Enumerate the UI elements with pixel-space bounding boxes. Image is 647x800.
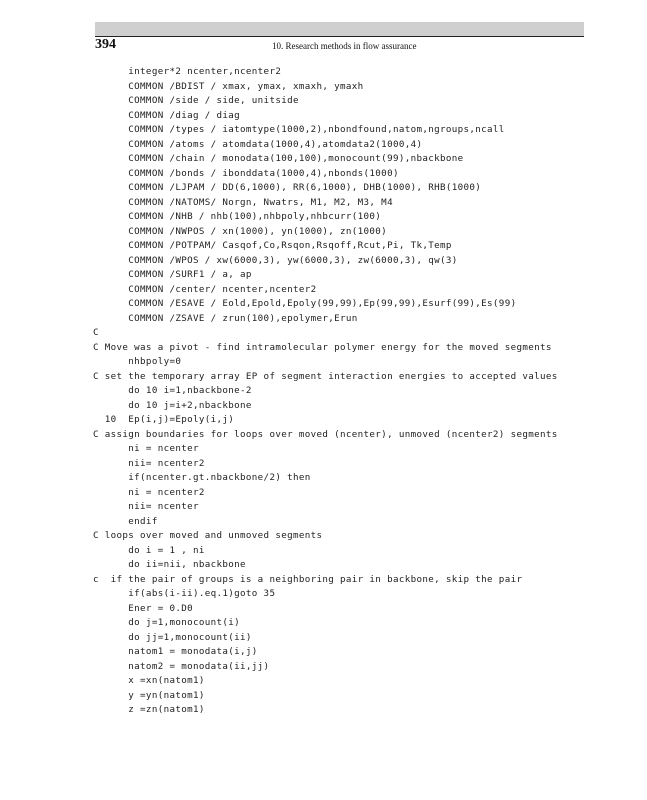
code-line: COMMON /atoms / atomdata(1000,4),atomdata2(1000,4) — [93, 138, 423, 150]
code-line: y =yn(natom1) — [93, 689, 205, 701]
code-line: ni = ncenter — [93, 443, 199, 454]
code-line: COMMON /NWPOS / xn(1000), yn(1000), zn(1000) — [93, 225, 388, 237]
code-listing — [93, 65, 558, 718]
code-line: c if the pair of groups is a neighboring pair in backbone, skip the pair — [93, 573, 523, 585]
code-line: x =xn(natom1) — [93, 675, 205, 686]
code-line: COMMON /ESAVE / Eold,Epold,Epoly(99,99),Ep(99,99),Esurf(99),Es(99) — [93, 298, 517, 309]
code-line: nhbpoly=0 — [93, 356, 182, 367]
code-line: do ii=nii, nbackbone — [93, 559, 246, 570]
code-line: if(ncenter.gt.nbackbone/2) then — [93, 472, 311, 483]
code-line: COMMON /side / side, unitside — [93, 95, 299, 106]
code-line: COMMON /BDIST / xmax, ymax, xmaxh, ymaxh — [93, 80, 364, 92]
code-line: COMMON /SURF1 / a, ap — [93, 269, 252, 280]
code-line: do jj=1,monocount(ii) — [93, 631, 252, 643]
code-line: COMMON /diag / diag — [93, 109, 241, 121]
code-line: C loops over moved and unmoved segments — [93, 530, 323, 541]
code-line: do 10 j=i+2,nbackbone — [93, 399, 252, 411]
code-line: COMMON /NHB / nhb(100),nhbpoly,nhbcurr(100) — [93, 211, 382, 222]
code-line: nii= ncenter2 — [93, 457, 205, 469]
code-line: do j=1,monocount(i) — [93, 617, 241, 628]
running-head: 10. Research methods in flow assurance — [272, 41, 417, 51]
code-line: COMMON /POTPAM/ Casqof,Co,Rsqon,Rsqoff,Rcut,Pi, Tk,Temp — [93, 240, 452, 251]
code-line: endif — [93, 515, 158, 527]
code-line: Ener = 0.D0 — [93, 602, 193, 614]
code-line: nii= ncenter — [93, 501, 199, 512]
code-line: if(abs(i-ii).eq.1)goto 35 — [93, 588, 276, 599]
header-band — [95, 22, 584, 36]
code-line: COMMON /LJPAM / DD(6,1000), RR(6,1000), DHB(1000), RHB(1000) — [93, 182, 482, 193]
code-line: C — [93, 327, 99, 338]
code-line: natom2 = monodata(ii,jj) — [93, 660, 270, 672]
page-number: 394 — [95, 37, 116, 52]
code-line: natom1 = monodata(i,j) — [93, 646, 258, 657]
code-line: COMMON /NATOMS/ Norgn, Nwatrs, M1, M2, M3, M4 — [93, 196, 393, 208]
code-line: C set the temporary array EP of segment interaction energies to accepted values — [93, 370, 558, 382]
code-line: COMMON /ZSAVE / zrun(100),epolymer,Erun — [93, 312, 358, 324]
code-line: ni = ncenter2 — [93, 486, 205, 498]
code-line: do 10 i=1,nbackbone-2 — [93, 385, 252, 396]
code-line: COMMON /bonds / ibonddata(1000,4),nbonds(1000) — [93, 167, 399, 179]
code-line: COMMON /chain / monodata(100,100),monocount(99),nbackbone — [93, 153, 464, 164]
code-line: C assign boundaries for loops over moved (ncenter), unmoved (ncenter2) segments — [93, 428, 558, 440]
code-line: COMMON /center/ ncenter,ncenter2 — [93, 283, 317, 295]
code-line: do i = 1 , ni — [93, 544, 205, 556]
code-line: 10 Ep(i,j)=Epoly(i,j) — [93, 414, 235, 425]
code-line: z =zn(natom1) — [93, 704, 205, 715]
code-line: COMMON /types / iatomtype(1000,2),nbondfound,natom,ngroups,ncall — [93, 124, 505, 135]
header-rule — [95, 36, 584, 37]
code-line: integer*2 ncenter,ncenter2 — [93, 66, 282, 77]
code-line: C Move was a pivot - find intramolecular polymer energy for the moved segments — [93, 341, 552, 353]
code-line: COMMON /WPOS / xw(6000,3), yw(6000,3), zw(6000,3), qw(3) — [93, 254, 458, 266]
